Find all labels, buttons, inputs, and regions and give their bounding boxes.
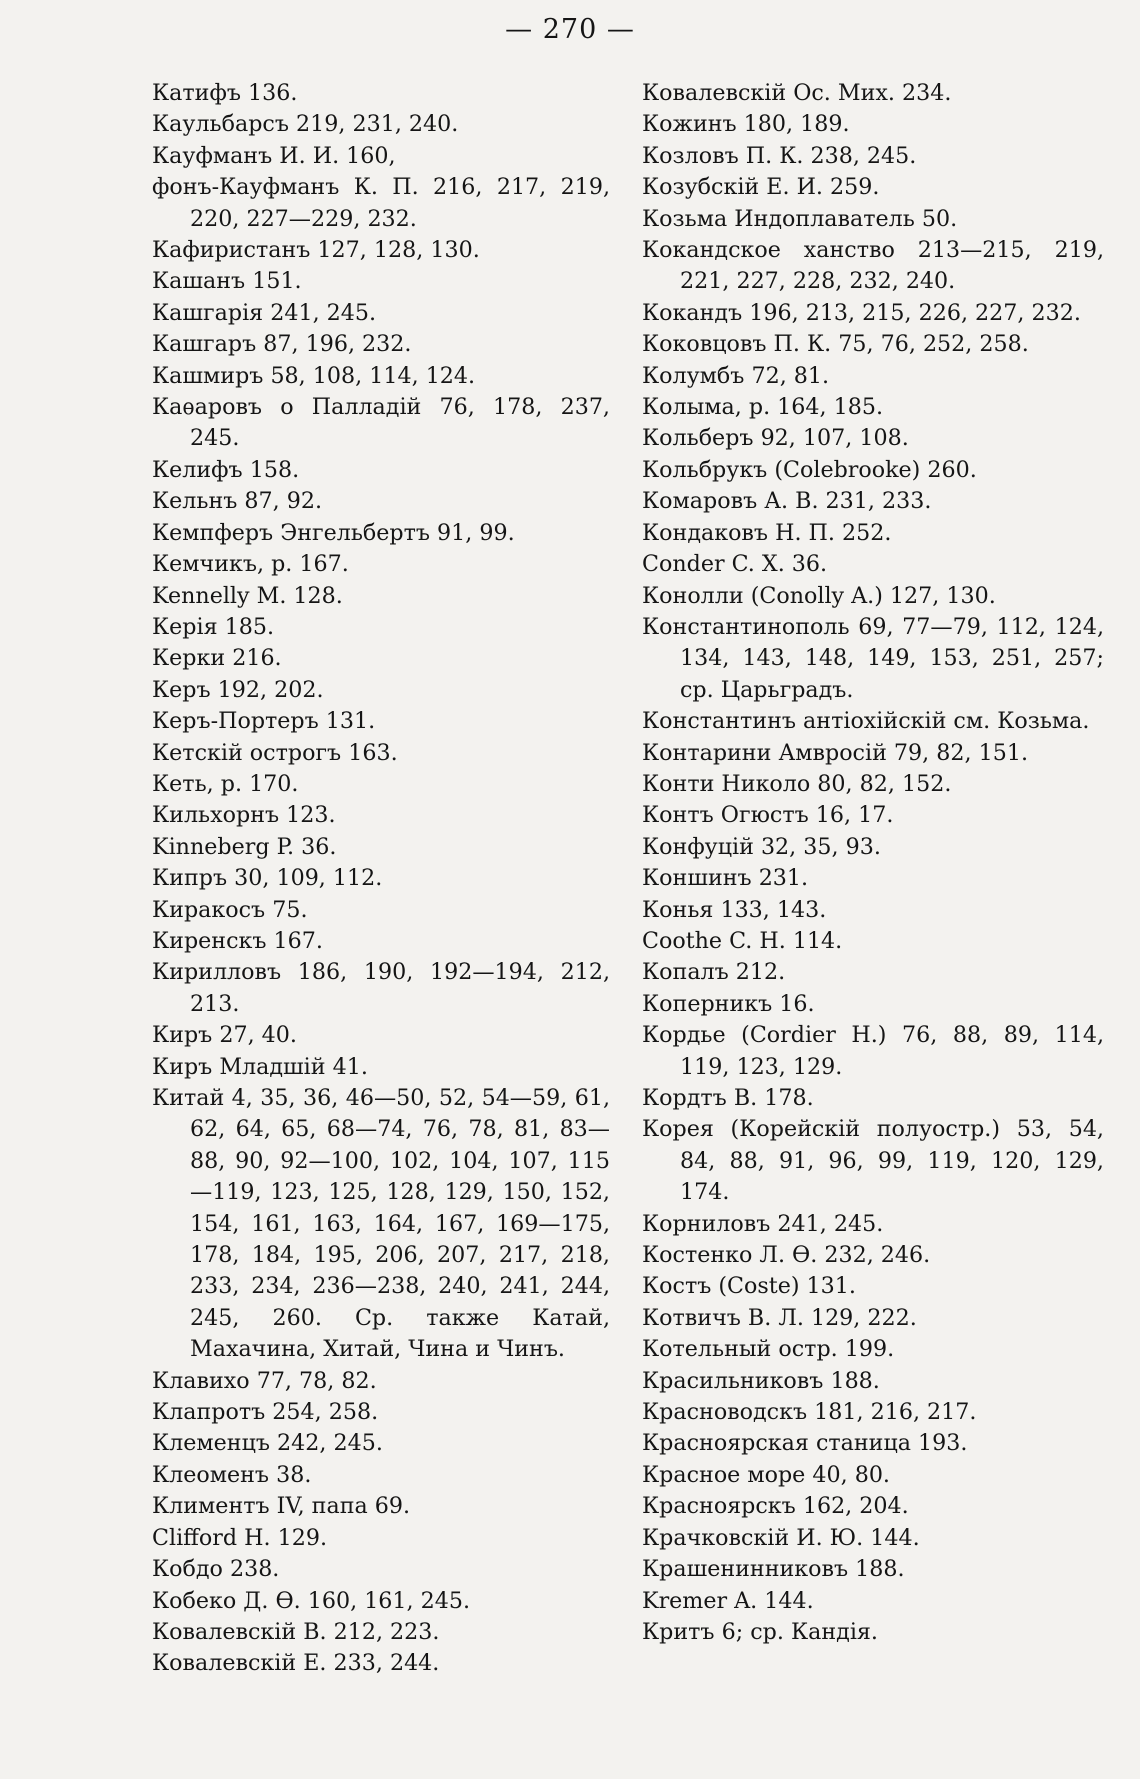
index-entry: Клеоменъ 38. [152,1461,312,1488]
index-entry: Кетскій острогъ 163. [152,739,398,766]
index-entry: Кемчикъ, р. 167. [152,551,349,578]
index-entry: Красильниковъ 188. [642,1367,880,1394]
index-entry: Келифъ 158. [152,456,300,483]
index-entry: Кафиристанъ 127, 128, 130. [152,237,480,264]
index-entry: Контарини Амвросій 79, 82, 151. [642,739,1028,766]
index-entry: Кокандское ханство 213—215, 219, 221, 227, 228, 232, 240. [642,237,1104,295]
index-entry: Корниловъ 241, 245. [642,1210,884,1237]
index-entry: Кобдо 238. [152,1556,280,1583]
index-entry: Kremer A. 144. [642,1587,814,1614]
index-entry: Кокандъ 196, 213, 215, 226, 227, 232. [642,299,1081,326]
index-entry: Кирилловъ 186, 190, 192—194, 212, 213. [152,959,610,1017]
index-entry: Климентъ IV, папа 69. [152,1493,411,1520]
index-entry: Конья 133, 143. [642,896,827,923]
index-entry: Ковалевскій Ос. Мих. 234. [642,80,952,106]
index-entry: Константинополь 69, 77—79, 112, 124, 134, 143, 148, 149, 153, 251, 257; ср. Царьградъ. [642,613,1104,703]
index-entry: Комаровъ А. В. 231, 233. [642,488,932,515]
index-entry: Кордье (Cordier H.) 76, 88, 89, 114, 119, 123, 129. [642,1022,1104,1080]
index-entry: Клеменцъ 242, 245. [152,1430,383,1457]
index-entry: Керъ 192, 202. [152,676,324,703]
index-entry: Красноярская станица 193. [642,1430,968,1457]
page-number: — 270 — [505,14,635,45]
index-entry: Каульбарсъ 219, 231, 240. [152,111,459,138]
index-entry: Киръ Младшій 41. [152,1053,368,1080]
index-column-left [152,78,610,1680]
index-entry: Clifford H. 129. [152,1524,328,1551]
index-entry: Коперникъ 16. [642,990,815,1017]
index-entry: Каѳаровъ о Палладій 76, 178, 237, 245. [152,394,610,452]
index-entry: Кипръ 30, 109, 112. [152,865,383,892]
index-entry: Козубскій Е. И. 259. [642,174,880,201]
index-entry: Kennelly M. 128. [152,582,343,609]
index-entry: Кемпферъ Энгельбертъ 91, 99. [152,519,515,546]
index-entry: Conder C. X. 36. [642,551,828,578]
index-entry: Ковалевскій В. 212, 223. [152,1618,440,1645]
index-entry: Клавихо 77, 78, 82. [152,1367,377,1394]
index-entry: Керки 216. [152,645,282,672]
index-entry: Крашенинниковъ 188. [642,1556,905,1583]
index-entry: Козьма Индоплаватель 50. [642,205,958,232]
index-entry: Конти Николо 80, 82, 152. [642,770,952,797]
index-entry: Красноярскъ 162, 204. [642,1493,909,1520]
index-entry: Киракосъ 75. [152,896,308,923]
index-entry: Керія 185. [152,613,275,640]
index-entry: Константинъ антіохійскій см. Козьма. [642,708,1090,735]
index-entry: Костенко Л. Ѳ. 232, 246. [642,1242,931,1269]
index-entry: Катифъ 136. [152,80,298,106]
index-entry: Котвичъ В. Л. 129, 222. [642,1304,917,1331]
index-entry: Кашгарія 241, 245. [152,299,377,326]
index-entry: Кильхорнъ 123. [152,802,336,829]
index-entry: Кеть, р. 170. [152,770,299,797]
index-entry: Конолли (Conolly A.) 127, 130. [642,582,996,609]
index-entry: Красное море 40, 80. [642,1461,890,1488]
index-entry: Козловъ П. К. 238, 245. [642,142,917,169]
index-entry: Kinneberg P. 36. [152,833,337,860]
index-entry: Кольбрукъ (Colebrooke) 260. [642,456,977,483]
index-entry: Кашмиръ 58, 108, 114, 124. [152,362,476,389]
index-entry: Конфуцій 32, 35, 93. [642,833,881,860]
index-entry: Кауфманъ И. И. 160, [152,142,396,169]
index-entry: Костъ (Coste) 131. [642,1273,856,1300]
index-entry: Контъ Огюстъ 16, 17. [642,802,894,829]
index-entry: Китай 4, 35, 36, 46—50, 52, 54—59, 61, 62, 64, 65, 68—74, 76, 78, 81, 83—88, 90, 92—100, 102, 104, 107, 115—119, 123, 125, 128, 129, 150, 152, 154, 161, 163, 164, 167, 169—175, 178, 184, 195, 206, 207, 217, 218, 233, 234, 236—238, 240, 241, 244, 245, 260. Ср. также Катай, Махачина, Хитай, Чина и Чинъ. [152,1085,610,1363]
index-entry: Coothe C. H. 114. [642,927,843,954]
index-entry: Кельнъ 87, 92. [152,488,323,515]
index-entry: Крачковскій И. Ю. 144. [642,1524,920,1551]
index-entry: Кольберъ 92, 107, 108. [642,425,909,452]
index-entry: Кобеко Д. Ѳ. 160, 161, 245. [152,1587,471,1614]
index-entry: Киренскъ 167. [152,927,323,954]
index-entry: Копалъ 212. [642,959,786,986]
index-column-right [642,78,1104,1648]
index-entry: Коншинъ 231. [642,865,809,892]
index-entry: Корея (Корейскій полуостр.) 53, 54, 84, 88, 91, 96, 99, 119, 120, 129, 174. [642,1116,1104,1206]
index-entry: Ковалевскій Е. 233, 244. [152,1650,440,1677]
index-entry: Котельный остр. 199. [642,1336,895,1363]
index-entry: Клапротъ 254, 258. [152,1399,379,1426]
index-entry: Керъ-Портеръ 131. [152,708,376,735]
index-entry: Колыма, р. 164, 185. [642,394,884,421]
index-entry: Критъ 6; ср. Кандія. [642,1618,878,1645]
index-entry: Кожинъ 180, 189. [642,111,850,138]
index-entry: Колумбъ 72, 81. [642,362,830,389]
index-entry: Красноводскъ 181, 216, 217. [642,1399,977,1426]
index-entry: Киръ 27, 40. [152,1022,297,1049]
index-entry: Кашанъ 151. [152,268,302,295]
index-entry: Кондаковъ Н. П. 252. [642,519,892,546]
index-entry: Коковцовъ П. К. 75, 76, 252, 258. [642,331,1029,358]
index-entry: Кордтъ В. 178. [642,1085,814,1111]
index-entry: Кашгаръ 87, 196, 232. [152,331,412,358]
index-entry: фонъ-Кауфманъ К. П. 216, 217, 219, 220, 227—229, 232. [152,174,610,232]
